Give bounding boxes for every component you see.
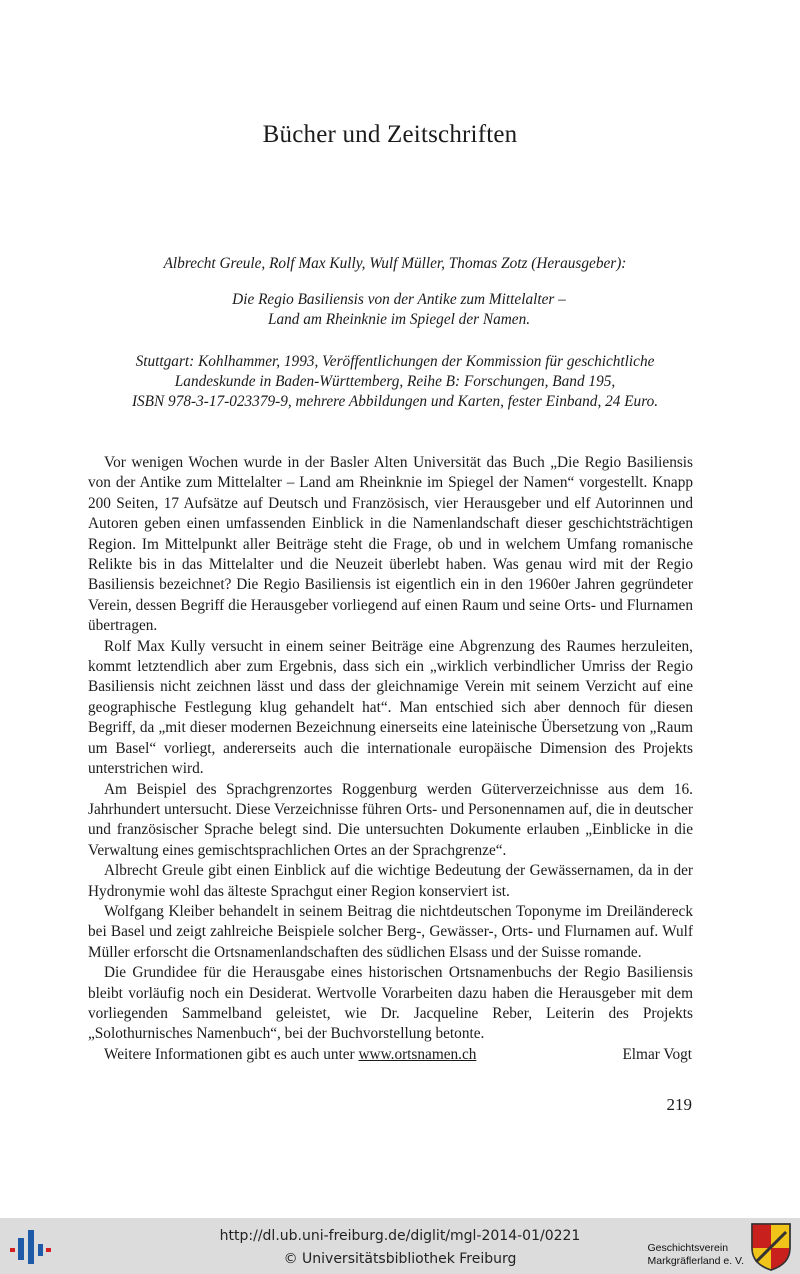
page-number: 219 [666, 1095, 692, 1114]
book-title-line: Land am Rheinknie im Spiegel der Namen. [267, 311, 531, 328]
coat-of-arms-icon [750, 1222, 792, 1272]
body-paragraph: Am Beispiel des Sprachgrenzortes Roggenburg werden Güterverzeichnisse aus dem 16. Jahrhundert untersucht. Diese Verzeichnisse führen Orts- und Personennamen auf, die in deutscher und französischer Sprache belegt sind. Die untersuchten Dokumente erlauben „Einblicke in die Verwaltung eines gemischtsprachlichen Ortes an der Sprachgrenze“. [88, 780, 693, 859]
review-body [88, 453, 693, 1065]
body-paragraph: Die Grundidee für die Herausgabe eines historischen Ortsnamenbuchs der Regio Basiliensis bleibt vorläufig noch ein Desiderat. Wertvolle Vorarbeiten dazu haben die Herausgeber mit dem vorliegenden Sammelband geleistet, wie Dr. Jacqueline Reber, Leiterin des Projekts „Solothurnisches Namenbuch“, bei der Buchvorstellung betonte. [88, 964, 693, 1043]
body-paragraph: Vor wenigen Wochen wurde in der Basler Alten Universität das Buch „Die Regio Basiliensis von der Antike zum Mittelalter – Land am Rheinknie im Spiegel der Namen“ vorgestellt. Knapp 200 Seiten, 17 Aufsätze auf Deutsch und Französisch, vier Herausgeber und elf Autorinnen und Autoren geben einen umfassenden Einblick in die Namenlandschaft dieser geschichtsträchtigen Region. Im Mittelpunkt aller Beiträge steht die Frage, ob und in welchem Umfang romanische Relikte bis in das Mittelalter und die Neuzeit überlebt haben. Was genau wird mit der Regio Basiliensis bezeichnet? Die Regio Basiliensis ist eigentlich ein in den 1960er Jahren gegründeter Verein, dessen Begriff die Herausgeber vorliegend auf einen Raum und seine Orts- und Flurnamen übertragen. [88, 454, 693, 635]
book-title-line: Die Regio Basiliensis von der Antike zum Mittelalter – [232, 291, 566, 308]
more-info-paragraph [88, 1045, 693, 1065]
more-info-text: Weitere Informationen gibt es auch unter [104, 1045, 359, 1063]
book-title [0, 290, 798, 330]
library-logo-icon [10, 1226, 52, 1266]
author-signature: Elmar Vogt [622, 1046, 692, 1063]
book-authors: Albrecht Greule, Rolf Max Kully, Wulf Müller, Thomas Zotz (Herausgeber): [163, 255, 627, 272]
society-name [648, 1242, 745, 1268]
publication-line: Stuttgart: Kohlhammer, 1993, Veröffentlichungen der Kommission für geschichtliche [135, 353, 655, 370]
body-paragraph: Albrecht Greule gibt einen Einblick auf die wichtige Bedeutung der Gewässernamen, da in der Hydronymie wohl das älteste Sprachgut einer Region konserviert ist. [88, 862, 693, 900]
publication-line: ISBN 978-3-17-023379-9, mehrere Abbildungen und Karten, fester Einband, 24 Euro. [131, 393, 659, 410]
society-line: Markgräflerland e. V. [647, 1255, 744, 1267]
ortsnamen-link[interactable]: www.ortsnamen.ch [358, 1045, 477, 1063]
publication-details [0, 352, 790, 412]
publication-line: Landeskunde in Baden-Württemberg, Reihe B: Forschungen, Band 195, [174, 373, 616, 390]
footer-copyright: © Universitätsbibliothek Freiburg [283, 1251, 517, 1267]
society-line: Geschichtsverein [647, 1242, 729, 1254]
section-title: Bücher und Zeitschriften [262, 121, 518, 148]
body-paragraph: Wolfgang Kleiber behandelt in seinem Beitrag die nichtdeutschen Toponyme im Dreiländereck bei Basel und zeigt zahlreiche Beispiele solcher Berg-, Gewässer-, Orts- und Flurnamen auf. Wulf Müller erforscht die Ortsnamenlandschaften des südlichen Elsass und der Suisse romande. [88, 902, 693, 961]
body-paragraph: Rolf Max Kully versucht in einem seiner Beiträge eine Abgrenzung des Raumes herzuleiten, kommt letztendlich aber zum Ergebnis, dass sich ein „wirklich verbindlicher Umriss der Regio Basiliensis nicht zeichnen lässt und dass der gleichnamige Verein mit seinem Verzicht auf eine geographische Festlegung klug gehandelt hat“. Man entschied sich aber dennoch für diesen Begriff, da „mit dieser modernen Bezeichnung einerseits eine lateinische Übersetzung von „Raum um Basel“ vorliegt, andererseits auch die internationale europäische Dimension des Projekts unterstrichen wird. [88, 637, 693, 778]
footer-url[interactable]: http://dl.ub.uni-freiburg.de/diglit/mgl-2014-01/0221 [219, 1228, 581, 1244]
